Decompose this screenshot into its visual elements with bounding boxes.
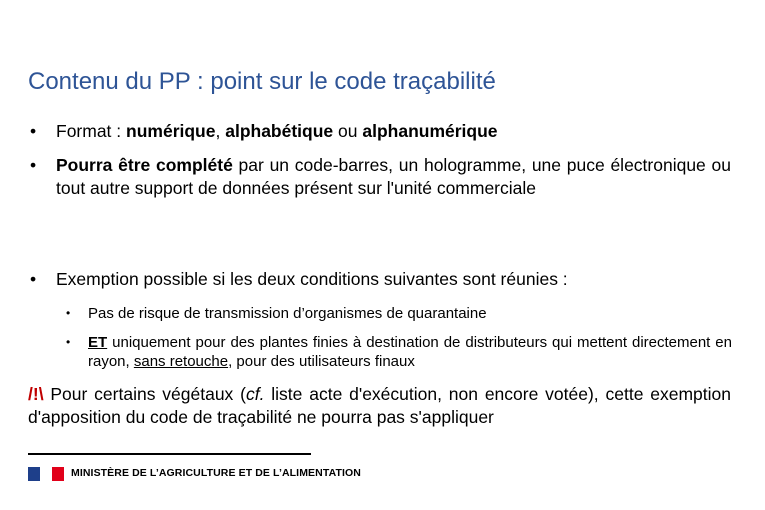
footer-divider (28, 453, 311, 455)
bullet-exemption-text: Exemption possible si les deux conditions suivantes sont réunies : (56, 269, 568, 289)
ministry-name: MINISTÈRE DE L’AGRICULTURE ET DE L’ALIMENTATION (71, 467, 361, 479)
bullet-dot: • (30, 121, 37, 141)
sub-bullet-distributors-text: ET uniquement pour des plantes finies à destination de distributeurs qui mettent directement en rayon, sans retouche, pour des utilisateurs finaux (88, 334, 732, 370)
bullet-complement-text: Pourra être complété par un code-barres, un hologramme, une puce électronique ou tout autre support de données présent sur l'unité commerciale (56, 155, 731, 198)
bullet-format-text: Format : numérique, alphabétique ou alphanumérique (56, 121, 498, 141)
warning-icon: /!\ (28, 384, 44, 404)
warning-note: /!\ Pour certains végétaux (cf. liste acte d'exécution, non encore votée), cette exemption d'apposition du code de traçabilité ne pourra pas s'appliquer (28, 384, 731, 427)
sub-bullet-quarantine-text: Pas de risque de transmission d’organismes de quarantaine (88, 305, 487, 322)
sub-bullet-dot: • (66, 306, 71, 320)
slide-title: Contenu du PP : point sur le code traçabilité (28, 68, 496, 95)
sub-bullet-dot: • (66, 335, 71, 349)
french-flag-logo (28, 467, 64, 481)
bullet-dot: • (30, 269, 37, 289)
bullet-dot: • (30, 155, 37, 175)
